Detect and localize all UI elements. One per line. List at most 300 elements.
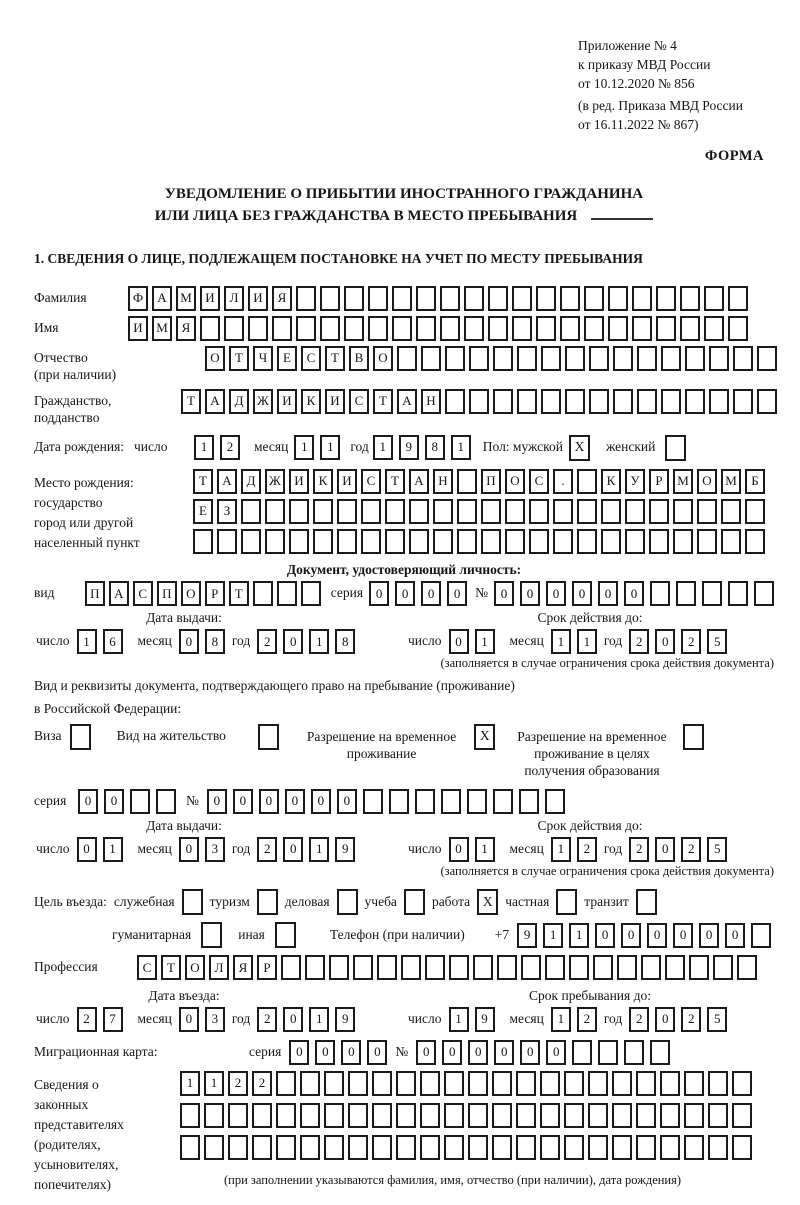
char-cell[interactable] [685,389,705,414]
char-cell[interactable] [565,389,585,414]
char-cell[interactable] [372,1071,392,1096]
char-cell[interactable] [457,469,477,494]
char-cell[interactable]: 8 [205,629,225,654]
char-cell[interactable]: 1 [373,435,393,460]
char-cell[interactable]: 1 [194,435,214,460]
char-cell[interactable]: Я [233,955,253,980]
char-cell[interactable]: 8 [425,435,445,460]
char-cell[interactable] [409,529,429,554]
char-cell[interactable]: С [529,469,549,494]
char-cell[interactable]: 2 [228,1071,248,1096]
char-cell[interactable]: 0 [179,837,199,862]
char-cell[interactable] [589,389,609,414]
char-cell[interactable] [385,499,405,524]
char-cell[interactable]: Р [257,955,277,980]
char-cell[interactable]: 0 [367,1040,387,1065]
char-cell[interactable]: 1 [551,629,571,654]
purpose-study-checkbox[interactable] [404,889,425,915]
char-cell[interactable] [368,316,388,341]
char-cell[interactable]: 0 [624,581,644,606]
char-cell[interactable] [636,1135,656,1160]
char-cell[interactable] [320,286,340,311]
char-cell[interactable]: К [313,469,333,494]
char-cell[interactable]: 2 [681,629,701,654]
char-cell[interactable] [589,346,609,371]
char-cell[interactable] [301,581,321,606]
char-cell[interactable]: 2 [681,837,701,862]
char-cell[interactable] [745,499,765,524]
char-cell[interactable]: Д [241,469,261,494]
char-cell[interactable]: М [673,469,693,494]
char-cell[interactable] [512,286,532,311]
char-cell[interactable]: Я [272,286,292,311]
char-cell[interactable] [708,1135,728,1160]
char-cell[interactable]: 0 [259,789,279,814]
char-cell[interactable] [392,286,412,311]
char-cell[interactable] [649,499,669,524]
char-cell[interactable]: 1 [180,1071,200,1096]
char-cell[interactable] [444,1103,464,1128]
char-cell[interactable] [488,286,508,311]
char-cell[interactable] [553,529,573,554]
char-cell[interactable]: 0 [655,1007,675,1032]
char-cell[interactable]: Д [229,389,249,414]
char-cell[interactable]: Н [421,389,441,414]
char-cell[interactable]: 2 [629,629,649,654]
char-cell[interactable]: Н [433,469,453,494]
char-cell[interactable]: С [137,955,157,980]
char-cell[interactable] [440,286,460,311]
char-cell[interactable]: Т [181,389,201,414]
char-cell[interactable]: А [205,389,225,414]
char-cell[interactable] [660,1135,680,1160]
char-cell[interactable]: М [152,316,172,341]
char-cell[interactable]: 2 [220,435,240,460]
char-cell[interactable] [396,1135,416,1160]
char-cell[interactable]: М [721,469,741,494]
char-cell[interactable] [541,389,561,414]
char-cell[interactable]: 0 [283,1007,303,1032]
char-cell[interactable]: А [152,286,172,311]
char-cell[interactable] [588,1103,608,1128]
char-cell[interactable] [156,789,176,814]
char-cell[interactable] [396,1071,416,1096]
char-cell[interactable] [457,499,477,524]
char-cell[interactable] [709,346,729,371]
gender-female-checkbox[interactable] [665,435,686,461]
char-cell[interactable] [540,1071,560,1096]
char-cell[interactable] [488,316,508,341]
char-cell[interactable] [289,499,309,524]
char-cell[interactable]: У [625,469,645,494]
char-cell[interactable]: О [697,469,717,494]
char-cell[interactable] [444,1071,464,1096]
char-cell[interactable] [517,346,537,371]
char-cell[interactable]: И [289,469,309,494]
char-cell[interactable] [721,529,741,554]
char-cell[interactable] [632,286,652,311]
char-cell[interactable] [697,529,717,554]
char-cell[interactable]: 0 [233,789,253,814]
char-cell[interactable] [492,1135,512,1160]
char-cell[interactable] [516,1103,536,1128]
char-cell[interactable] [665,955,685,980]
char-cell[interactable] [348,1071,368,1096]
char-cell[interactable] [625,499,645,524]
char-cell[interactable] [625,529,645,554]
char-cell[interactable] [497,955,517,980]
char-cell[interactable]: 2 [252,1071,272,1096]
purpose-official-checkbox[interactable] [182,889,203,915]
char-cell[interactable] [468,1103,488,1128]
char-cell[interactable]: О [205,346,225,371]
char-cell[interactable] [361,529,381,554]
char-cell[interactable] [467,789,487,814]
char-cell[interactable] [656,316,676,341]
char-cell[interactable] [636,1071,656,1096]
char-cell[interactable]: О [181,581,201,606]
purpose-work-checkbox[interactable]: X [477,889,498,915]
char-cell[interactable]: А [217,469,237,494]
char-cell[interactable] [180,1135,200,1160]
char-cell[interactable] [276,1071,296,1096]
char-cell[interactable] [545,789,565,814]
char-cell[interactable]: 0 [655,629,675,654]
char-cell[interactable] [252,1135,272,1160]
char-cell[interactable]: 0 [442,1040,462,1065]
char-cell[interactable]: Ж [265,469,285,494]
purpose-private-checkbox[interactable] [556,889,577,915]
char-cell[interactable] [536,286,556,311]
char-cell[interactable] [650,581,670,606]
char-cell[interactable]: 0 [369,581,389,606]
char-cell[interactable] [217,529,237,554]
char-cell[interactable] [757,389,777,414]
char-cell[interactable] [300,1135,320,1160]
char-cell[interactable]: 1 [294,435,314,460]
char-cell[interactable]: Я [176,316,196,341]
char-cell[interactable]: 0 [179,629,199,654]
char-cell[interactable] [469,346,489,371]
char-cell[interactable]: С [361,469,381,494]
char-cell[interactable]: Т [373,389,393,414]
char-cell[interactable]: П [85,581,105,606]
residence-permit-checkbox[interactable] [258,724,279,750]
char-cell[interactable] [401,955,421,980]
char-cell[interactable] [493,389,513,414]
char-cell[interactable] [754,581,774,606]
char-cell[interactable]: 1 [320,435,340,460]
char-cell[interactable]: Р [649,469,669,494]
char-cell[interactable] [363,789,383,814]
char-cell[interactable]: 0 [207,789,227,814]
char-cell[interactable] [224,316,244,341]
char-cell[interactable]: 2 [257,837,277,862]
char-cell[interactable]: 5 [707,629,727,654]
char-cell[interactable] [516,1071,536,1096]
char-cell[interactable] [553,499,573,524]
char-cell[interactable] [253,581,273,606]
char-cell[interactable]: Л [224,286,244,311]
char-cell[interactable] [708,1103,728,1128]
char-cell[interactable] [517,389,537,414]
char-cell[interactable] [130,789,150,814]
char-cell[interactable] [449,955,469,980]
char-cell[interactable] [632,316,652,341]
char-cell[interactable]: 9 [335,1007,355,1032]
char-cell[interactable]: 0 [647,923,667,948]
char-cell[interactable]: А [409,469,429,494]
char-cell[interactable] [228,1135,248,1160]
char-cell[interactable] [372,1103,392,1128]
char-cell[interactable] [656,286,676,311]
char-cell[interactable]: Ж [253,389,273,414]
temp-residence-edu-checkbox[interactable] [683,724,704,750]
char-cell[interactable]: 0 [421,581,441,606]
char-cell[interactable]: 2 [257,629,277,654]
char-cell[interactable]: 0 [447,581,467,606]
char-cell[interactable]: 8 [335,629,355,654]
char-cell[interactable] [324,1103,344,1128]
char-cell[interactable] [420,1103,440,1128]
char-cell[interactable]: 1 [475,629,495,654]
char-cell[interactable] [493,789,513,814]
char-cell[interactable] [344,316,364,341]
char-cell[interactable] [684,1103,704,1128]
char-cell[interactable] [733,346,753,371]
char-cell[interactable]: 2 [629,1007,649,1032]
char-cell[interactable] [564,1135,584,1160]
char-cell[interactable] [584,286,604,311]
char-cell[interactable] [577,499,597,524]
char-cell[interactable] [324,1071,344,1096]
char-cell[interactable] [673,529,693,554]
char-cell[interactable]: 0 [285,789,305,814]
char-cell[interactable] [296,316,316,341]
char-cell[interactable]: 0 [78,789,98,814]
char-cell[interactable] [757,346,777,371]
char-cell[interactable] [296,286,316,311]
char-cell[interactable] [368,286,388,311]
char-cell[interactable]: 0 [520,1040,540,1065]
purpose-other-checkbox[interactable] [275,922,296,948]
char-cell[interactable] [540,1103,560,1128]
char-cell[interactable]: Т [229,346,249,371]
char-cell[interactable] [751,923,771,948]
char-cell[interactable] [228,1103,248,1128]
char-cell[interactable]: И [337,469,357,494]
char-cell[interactable]: П [481,469,501,494]
char-cell[interactable]: 0 [315,1040,335,1065]
char-cell[interactable]: 2 [629,837,649,862]
char-cell[interactable]: 9 [475,1007,495,1032]
char-cell[interactable]: А [397,389,417,414]
char-cell[interactable]: О [373,346,393,371]
char-cell[interactable] [385,529,405,554]
char-cell[interactable]: 1 [449,1007,469,1032]
char-cell[interactable] [689,955,709,980]
char-cell[interactable] [519,789,539,814]
char-cell[interactable] [389,789,409,814]
char-cell[interactable] [588,1071,608,1096]
char-cell[interactable] [492,1103,512,1128]
char-cell[interactable] [540,1135,560,1160]
char-cell[interactable]: 0 [77,837,97,862]
char-cell[interactable]: 1 [309,1007,329,1032]
char-cell[interactable] [560,316,580,341]
char-cell[interactable] [277,581,297,606]
char-cell[interactable]: 0 [673,923,693,948]
char-cell[interactable] [637,389,657,414]
char-cell[interactable] [650,1040,670,1065]
char-cell[interactable]: Е [193,499,213,524]
char-cell[interactable] [577,529,597,554]
char-cell[interactable] [637,346,657,371]
char-cell[interactable]: С [133,581,153,606]
char-cell[interactable]: . [553,469,573,494]
char-cell[interactable] [708,1071,728,1096]
char-cell[interactable]: 0 [341,1040,361,1065]
char-cell[interactable] [702,581,722,606]
char-cell[interactable] [529,529,549,554]
char-cell[interactable] [416,286,436,311]
char-cell[interactable] [464,286,484,311]
char-cell[interactable] [468,1135,488,1160]
char-cell[interactable]: 0 [449,629,469,654]
char-cell[interactable] [361,499,381,524]
purpose-humanitarian-checkbox[interactable] [201,922,222,948]
char-cell[interactable]: А [109,581,129,606]
char-cell[interactable] [420,1071,440,1096]
char-cell[interactable]: 0 [725,923,745,948]
char-cell[interactable] [608,316,628,341]
char-cell[interactable]: 0 [572,581,592,606]
char-cell[interactable]: 0 [337,789,357,814]
char-cell[interactable]: 0 [468,1040,488,1065]
char-cell[interactable]: И [277,389,297,414]
visa-checkbox[interactable] [70,724,91,750]
char-cell[interactable] [281,955,301,980]
char-cell[interactable]: 9 [399,435,419,460]
char-cell[interactable]: 0 [179,1007,199,1032]
char-cell[interactable] [613,389,633,414]
char-cell[interactable] [441,789,461,814]
char-cell[interactable] [493,346,513,371]
char-cell[interactable] [588,1135,608,1160]
char-cell[interactable]: 0 [520,581,540,606]
char-cell[interactable]: 5 [707,837,727,862]
char-cell[interactable]: 1 [569,923,589,948]
char-cell[interactable]: 1 [543,923,563,948]
char-cell[interactable] [473,955,493,980]
char-cell[interactable] [697,499,717,524]
char-cell[interactable] [649,529,669,554]
char-cell[interactable]: К [601,469,621,494]
char-cell[interactable] [348,1135,368,1160]
char-cell[interactable] [276,1135,296,1160]
char-cell[interactable]: 1 [309,629,329,654]
char-cell[interactable] [732,1103,752,1128]
char-cell[interactable] [673,499,693,524]
char-cell[interactable]: 1 [77,629,97,654]
char-cell[interactable] [608,286,628,311]
char-cell[interactable] [337,529,357,554]
char-cell[interactable]: Т [325,346,345,371]
char-cell[interactable]: Ф [128,286,148,311]
char-cell[interactable]: 1 [551,837,571,862]
char-cell[interactable]: 0 [311,789,331,814]
char-cell[interactable]: 0 [283,629,303,654]
char-cell[interactable] [560,286,580,311]
char-cell[interactable]: 0 [449,837,469,862]
char-cell[interactable] [241,529,261,554]
char-cell[interactable] [300,1071,320,1096]
char-cell[interactable]: З [217,499,237,524]
char-cell[interactable] [617,955,637,980]
char-cell[interactable] [324,1135,344,1160]
char-cell[interactable] [680,286,700,311]
char-cell[interactable] [481,529,501,554]
char-cell[interactable]: Т [229,581,249,606]
char-cell[interactable]: 9 [517,923,537,948]
char-cell[interactable] [593,955,613,980]
char-cell[interactable]: 3 [205,837,225,862]
char-cell[interactable]: 1 [577,629,597,654]
char-cell[interactable] [425,955,445,980]
char-cell[interactable] [204,1135,224,1160]
char-cell[interactable]: И [200,286,220,311]
char-cell[interactable] [612,1071,632,1096]
gender-male-checkbox[interactable]: X [569,435,590,461]
char-cell[interactable] [468,1071,488,1096]
char-cell[interactable] [397,346,417,371]
char-cell[interactable]: 0 [416,1040,436,1065]
char-cell[interactable] [445,389,465,414]
char-cell[interactable] [416,316,436,341]
char-cell[interactable]: 0 [494,581,514,606]
char-cell[interactable]: П [157,581,177,606]
char-cell[interactable] [728,581,748,606]
char-cell[interactable] [481,499,501,524]
char-cell[interactable]: 3 [205,1007,225,1032]
char-cell[interactable] [464,316,484,341]
char-cell[interactable]: 1 [204,1071,224,1096]
char-cell[interactable]: 6 [103,629,123,654]
char-cell[interactable] [601,529,621,554]
char-cell[interactable] [577,469,597,494]
char-cell[interactable]: С [349,389,369,414]
char-cell[interactable] [377,955,397,980]
char-cell[interactable] [660,1103,680,1128]
char-cell[interactable] [505,499,525,524]
char-cell[interactable]: 0 [655,837,675,862]
char-cell[interactable]: 5 [707,1007,727,1032]
char-cell[interactable] [660,1071,680,1096]
char-cell[interactable] [636,1103,656,1128]
char-cell[interactable] [704,286,724,311]
char-cell[interactable] [512,316,532,341]
char-cell[interactable] [732,1135,752,1160]
temp-residence-checkbox[interactable]: X [474,724,495,750]
char-cell[interactable]: Р [205,581,225,606]
char-cell[interactable] [241,499,261,524]
char-cell[interactable]: 2 [577,1007,597,1032]
char-cell[interactable] [521,955,541,980]
char-cell[interactable]: О [185,955,205,980]
char-cell[interactable] [344,286,364,311]
char-cell[interactable] [613,346,633,371]
char-cell[interactable] [545,955,565,980]
